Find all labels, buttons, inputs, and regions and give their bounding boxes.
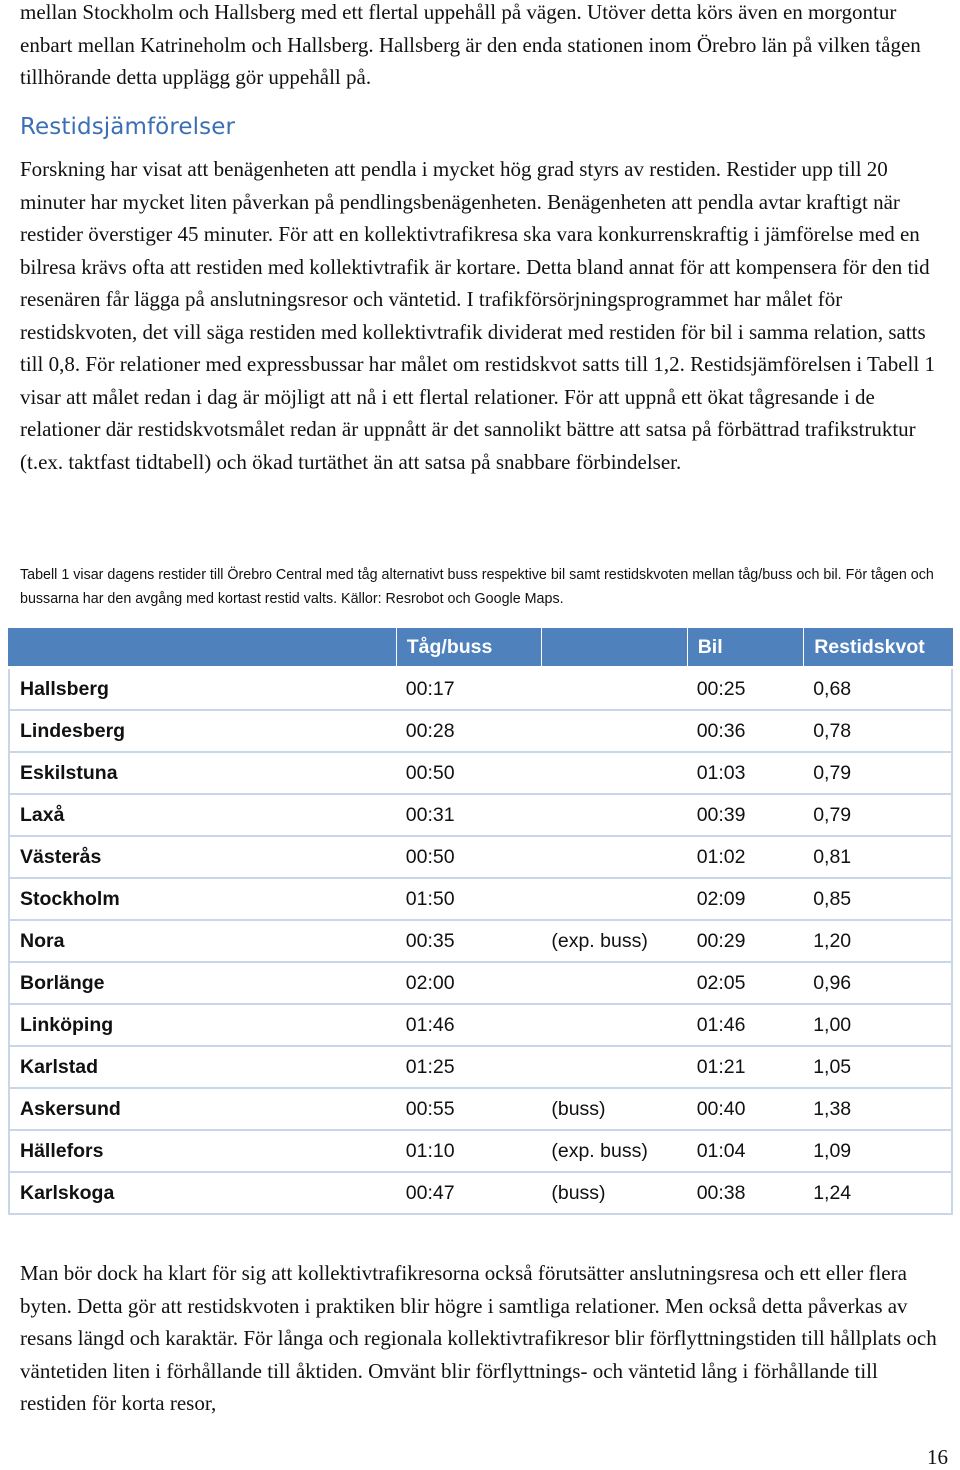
table-row: [8, 795, 953, 837]
table-row: [8, 753, 953, 795]
table-body: [8, 669, 953, 1215]
cell-transit-time: 01:46: [396, 1005, 542, 1047]
cell-ratio: 0,79: [803, 753, 953, 795]
cell-transit-note: (exp. buss): [541, 1131, 686, 1173]
table-row: [8, 837, 953, 879]
table-row: [8, 1005, 953, 1047]
cell-ratio: 1,09: [803, 1131, 953, 1173]
outro-paragraph: Man bör dock ha klart för sig att kollektivtrafikresorna också förutsätter anslutningsresa och ett eller flera byten. Detta gör att restidskvoten i praktiken blir högre i samtliga relationer. Men också detta påverkas av resans längd och karaktär. För långa och regionala kollektivtrafikresor blir förflyttningstiden till hållplats och väntetiden liten i förhållande till åktiden. Omvänt blir förflyttnings- och väntetid lång i förhållande till restiden för korta resor,: [20, 1261, 937, 1415]
cell-transit-time: 01:10: [396, 1131, 542, 1173]
header-car: Bil: [687, 628, 804, 669]
cell-city: Askersund: [8, 1089, 396, 1131]
header-city: [8, 628, 396, 669]
cell-car-time: 02:05: [687, 963, 804, 1005]
cell-car-time: 00:36: [687, 711, 804, 753]
header-transit: Tåg/buss: [396, 628, 542, 669]
cell-transit-note: (buss): [541, 1173, 686, 1215]
travel-time-table: [8, 628, 953, 1215]
cell-car-time: 01:03: [687, 753, 804, 795]
cell-transit-note: [541, 879, 686, 921]
cell-city: Karlstad: [8, 1047, 396, 1089]
intro-paragraph: mellan Stockholm och Hallsberg med ett flertal uppehåll på vägen. Utöver detta körs även en morgontur enbart mellan Katrineholm och Hallsberg. Hallsberg är den enda stationen inom Örebro län på vilken tågen tillhörande detta upplägg gör uppehåll på.: [20, 0, 921, 89]
header-note: [541, 628, 686, 669]
cell-ratio: 0,85: [803, 879, 953, 921]
cell-car-time: 01:46: [687, 1005, 804, 1047]
table-row: [8, 963, 953, 1005]
cell-transit-note: [541, 837, 686, 879]
cell-transit-time: 00:35: [396, 921, 542, 963]
cell-ratio: 1,20: [803, 921, 953, 963]
cell-ratio: 0,81: [803, 837, 953, 879]
cell-transit-time: 00:55: [396, 1089, 542, 1131]
cell-transit-note: [541, 963, 686, 1005]
cell-city: Hallsberg: [8, 669, 396, 711]
cell-city: Lindesberg: [8, 711, 396, 753]
cell-ratio: 0,68: [803, 669, 953, 711]
cell-car-time: 00:25: [687, 669, 804, 711]
cell-transit-note: [541, 669, 686, 711]
cell-car-time: 01:02: [687, 837, 804, 879]
cell-transit-time: 00:31: [396, 795, 542, 837]
cell-transit-time: 01:25: [396, 1047, 542, 1089]
cell-city: Borlänge: [8, 963, 396, 1005]
cell-transit-note: (buss): [541, 1089, 686, 1131]
cell-city: Linköping: [8, 1005, 396, 1047]
cell-transit-time: 00:50: [396, 837, 542, 879]
table-row: [8, 1089, 953, 1131]
cell-transit-note: [541, 753, 686, 795]
cell-car-time: 00:29: [687, 921, 804, 963]
cell-car-time: 02:09: [687, 879, 804, 921]
cell-city: Stockholm: [8, 879, 396, 921]
section-heading: Restidsjämförelser: [20, 114, 236, 140]
cell-car-time: 00:40: [687, 1089, 804, 1131]
cell-transit-time: 00:17: [396, 669, 542, 711]
cell-transit-time: 00:28: [396, 711, 542, 753]
cell-car-time: 00:38: [687, 1173, 804, 1215]
table-row: [8, 1173, 953, 1215]
cell-ratio: 1,00: [803, 1005, 953, 1047]
page-number: 16: [927, 1445, 948, 1469]
cell-transit-note: [541, 1005, 686, 1047]
cell-ratio: 1,05: [803, 1047, 953, 1089]
cell-ratio: 0,78: [803, 711, 953, 753]
table-row: [8, 669, 953, 711]
cell-transit-time: 01:50: [396, 879, 542, 921]
table-row: [8, 1131, 953, 1173]
cell-city: Karlskoga: [8, 1173, 396, 1215]
cell-city: Hällefors: [8, 1131, 396, 1173]
cell-transit-note: [541, 1047, 686, 1089]
table-row: [8, 711, 953, 753]
cell-transit-note: (exp. buss): [541, 921, 686, 963]
cell-ratio: 0,96: [803, 963, 953, 1005]
cell-car-time: 01:04: [687, 1131, 804, 1173]
cell-city: Nora: [8, 921, 396, 963]
cell-car-time: 00:39: [687, 795, 804, 837]
cell-transit-note: [541, 711, 686, 753]
table-row: [8, 1047, 953, 1089]
cell-transit-note: [541, 795, 686, 837]
cell-city: Västerås: [8, 837, 396, 879]
body-paragraph: Forskning har visat att benägenheten att pendla i mycket hög grad styrs av restiden. Restider upp till 20 minuter har mycket liten påverkan på pendlingsbenägenheten. Benägenheten att pendla avtar kraftigt när restider överstiger 45 minuter. För att en kollektivtrafikresa ska vara konkurrenskraftig i jämförelse med en bilresa krävs ofta att restiden med kollektivtrafik är kortare. Detta bland annat för att kompensera för den tid resenären får lägga på anslutningsresor och väntetid. I trafikförsörjningsprogrammet har målet för restidskvoten, det vill säga restiden med kollektivtrafik dividerat med restiden för bil i samma relation, satts till 0,8. För relationer med expressbussar har målet om restidskvot satts till 1,2. Restidsjämförelsen i Tabell 1 visar att målet redan i dag är möjligt att nå i ett flertal relationer. För att uppnå ett ökat tågresande i de relationer där restidskvotsmålet redan är uppnått är det sannolikt bättre att satsa på förbättrad trafikstruktur (t.ex. taktfast tidtabell) och ökad turtäthet än att satsa på snabbare förbindelser.: [20, 157, 935, 474]
cell-transit-time: 02:00: [396, 963, 542, 1005]
cell-city: Laxå: [8, 795, 396, 837]
cell-transit-time: 00:47: [396, 1173, 542, 1215]
table-row: [8, 879, 953, 921]
cell-city: Eskilstuna: [8, 753, 396, 795]
table-header-row: [8, 628, 953, 669]
cell-ratio: 1,38: [803, 1089, 953, 1131]
table-row: [8, 921, 953, 963]
table-caption: Tabell 1 visar dagens restider till Örebro Central med tåg alternativt buss respektive bil samt restidskvoten mellan tåg/buss och bil. För tågen och bussarna har den avgång med kortast restid valts. Källor: Resrobot och Google Maps.: [20, 567, 934, 607]
cell-ratio: 0,79: [803, 795, 953, 837]
cell-ratio: 1,24: [803, 1173, 953, 1215]
header-ratio: Restidskvot: [803, 628, 953, 669]
cell-car-time: 01:21: [687, 1047, 804, 1089]
cell-transit-time: 00:50: [396, 753, 542, 795]
